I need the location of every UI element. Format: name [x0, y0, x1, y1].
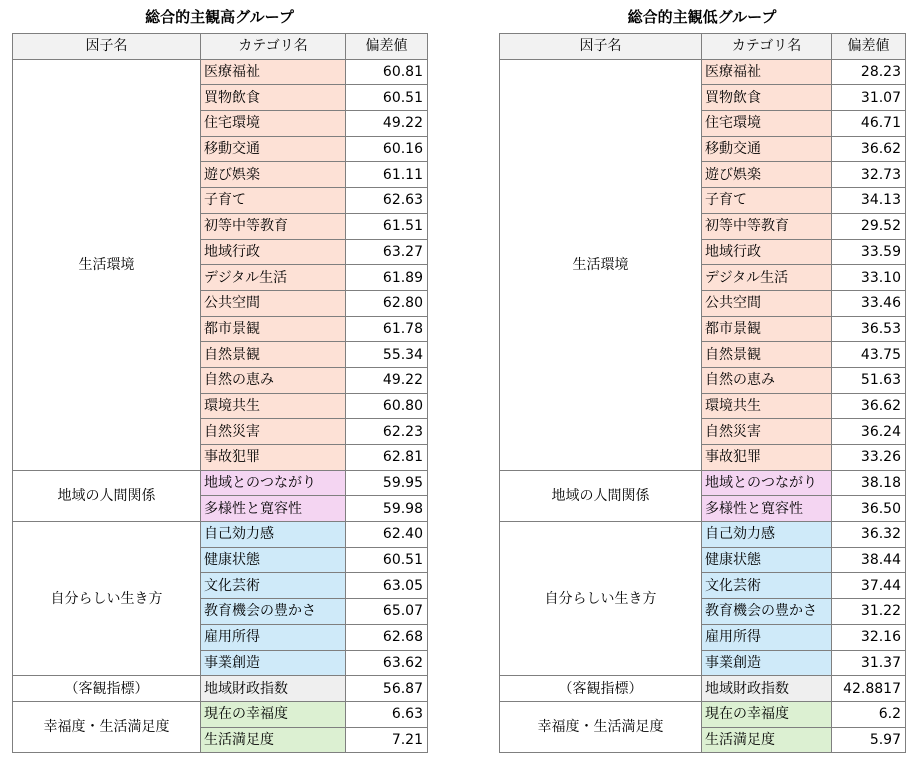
category-cell: 文化芸術: [702, 573, 832, 599]
category-cell: 自然の恵み: [702, 367, 832, 393]
value-cell: 61.78: [346, 316, 428, 342]
value-cell: 62.81: [346, 445, 428, 471]
category-cell: 住宅環境: [201, 111, 346, 137]
category-cell: 自己効力感: [702, 522, 832, 548]
value-cell: 38.18: [832, 470, 906, 496]
value-cell: 60.51: [346, 547, 428, 573]
value-cell: 37.44: [832, 573, 906, 599]
category-cell: 現在の幸福度: [702, 701, 832, 727]
value-cell: 49.22: [346, 367, 428, 393]
category-cell: 地域財政指数: [201, 676, 346, 702]
value-cell: 36.24: [832, 419, 906, 445]
category-cell: 健康状態: [201, 547, 346, 573]
panel-title: 総合的主観低グループ: [627, 8, 777, 26]
table-row: [500, 676, 906, 702]
table-row: [500, 522, 906, 548]
category-cell: 地域とのつながり: [201, 470, 346, 496]
factor-name-cell: （客観指標）: [13, 676, 201, 702]
factor-name-cell: 幸福度・生活満足度: [500, 701, 702, 752]
factor-name-cell: 自分らしい生き方: [500, 522, 702, 676]
value-cell: 46.71: [832, 111, 906, 137]
category-cell: 買物飲食: [201, 85, 346, 111]
table-row: [500, 470, 906, 496]
category-cell: 公共空間: [201, 290, 346, 316]
value-cell: 65.07: [346, 599, 428, 625]
value-cell: 34.13: [832, 188, 906, 214]
category-cell: 遊び娯楽: [201, 162, 346, 188]
category-cell: 多様性と寛容性: [201, 496, 346, 522]
factor-name-cell: （客観指標）: [500, 676, 702, 702]
category-cell: 地域とのつながり: [702, 470, 832, 496]
category-cell: 都市景観: [702, 316, 832, 342]
category-cell: 教育機会の豊かさ: [201, 599, 346, 625]
value-cell: 62.40: [346, 522, 428, 548]
table-row: [13, 59, 428, 85]
value-cell: 36.53: [832, 316, 906, 342]
value-cell: 63.27: [346, 239, 428, 265]
category-cell: 初等中等教育: [201, 213, 346, 239]
category-cell: 自己効力感: [201, 522, 346, 548]
category-cell: 初等中等教育: [702, 213, 832, 239]
value-cell: 31.07: [832, 85, 906, 111]
category-cell: 自然景観: [201, 342, 346, 368]
factor-name-cell: 地域の人間関係: [13, 470, 201, 521]
value-cell: 36.50: [832, 496, 906, 522]
category-cell: 事故犯罪: [702, 445, 832, 471]
value-cell: 62.68: [346, 624, 428, 650]
value-cell: 56.87: [346, 676, 428, 702]
value-cell: 7.21: [346, 727, 428, 753]
factor-name-cell: 地域の人間関係: [500, 470, 702, 521]
category-cell: 移動交通: [201, 136, 346, 162]
value-cell: 33.26: [832, 445, 906, 471]
category-cell: 環境共生: [201, 393, 346, 419]
value-cell: 60.51: [346, 85, 428, 111]
value-cell: 59.95: [346, 470, 428, 496]
value-cell: 62.23: [346, 419, 428, 445]
category-cell: 子育て: [201, 188, 346, 214]
value-cell: 33.10: [832, 265, 906, 291]
category-cell: 雇用所得: [702, 624, 832, 650]
category-cell: デジタル生活: [201, 265, 346, 291]
category-cell: 地域行政: [201, 239, 346, 265]
value-cell: 29.52: [832, 213, 906, 239]
category-cell: 多様性と寛容性: [702, 496, 832, 522]
value-cell: 63.05: [346, 573, 428, 599]
category-header: カテゴリ名: [201, 34, 346, 60]
category-cell: 買物飲食: [702, 85, 832, 111]
factor-name-cell: 自分らしい生き方: [13, 522, 201, 676]
category-cell: 医療福祉: [702, 59, 832, 85]
category-cell: 公共空間: [702, 290, 832, 316]
factor-header: 因子名: [13, 34, 201, 60]
value-cell: 32.16: [832, 624, 906, 650]
factor-name-cell: 生活環境: [13, 59, 201, 470]
category-cell: 生活満足度: [702, 727, 832, 753]
value-cell: 60.80: [346, 393, 428, 419]
value-cell: 33.59: [832, 239, 906, 265]
panel-title: 総合的主観高グループ: [145, 8, 294, 26]
value-cell: 33.46: [832, 290, 906, 316]
value-header: 偏差値: [346, 34, 428, 60]
table-row: [500, 59, 906, 85]
value-cell: 36.62: [832, 136, 906, 162]
value-cell: 51.63: [832, 367, 906, 393]
value-cell: 43.75: [832, 342, 906, 368]
category-cell: 生活満足度: [201, 727, 346, 753]
value-header: 偏差値: [832, 34, 906, 60]
value-cell: 61.11: [346, 162, 428, 188]
factor-name-cell: 生活環境: [500, 59, 702, 470]
value-cell: 59.98: [346, 496, 428, 522]
score-table: [12, 33, 428, 753]
value-cell: 61.89: [346, 265, 428, 291]
category-cell: デジタル生活: [702, 265, 832, 291]
category-cell: 健康状態: [702, 547, 832, 573]
value-cell: 60.81: [346, 59, 428, 85]
table-row: [13, 701, 428, 727]
category-cell: 移動交通: [702, 136, 832, 162]
value-cell: 32.73: [832, 162, 906, 188]
header-row: [13, 34, 428, 60]
value-cell: 63.62: [346, 650, 428, 676]
category-cell: 事業創造: [702, 650, 832, 676]
table-row: [13, 522, 428, 548]
value-cell: 36.32: [832, 522, 906, 548]
category-cell: 環境共生: [702, 393, 832, 419]
table-row: [13, 676, 428, 702]
value-cell: 61.51: [346, 213, 428, 239]
category-cell: 雇用所得: [201, 624, 346, 650]
value-cell: 28.23: [832, 59, 906, 85]
factor-header: 因子名: [500, 34, 702, 60]
value-cell: 42.8817: [832, 676, 906, 702]
value-cell: 5.97: [832, 727, 906, 753]
category-cell: 文化芸術: [201, 573, 346, 599]
category-cell: 地域行政: [702, 239, 832, 265]
value-cell: 36.62: [832, 393, 906, 419]
score-table: [499, 33, 906, 753]
category-header: カテゴリ名: [702, 34, 832, 60]
value-cell: 31.22: [832, 599, 906, 625]
value-cell: 31.37: [832, 650, 906, 676]
category-cell: 地域財政指数: [702, 676, 832, 702]
header-row: [500, 34, 906, 60]
value-cell: 60.16: [346, 136, 428, 162]
category-cell: 自然景観: [702, 342, 832, 368]
category-cell: 住宅環境: [702, 111, 832, 137]
category-cell: 事故犯罪: [201, 445, 346, 471]
category-cell: 医療福祉: [201, 59, 346, 85]
value-cell: 38.44: [832, 547, 906, 573]
category-cell: 現在の幸福度: [201, 701, 346, 727]
value-cell: 55.34: [346, 342, 428, 368]
value-cell: 62.80: [346, 290, 428, 316]
value-cell: 6.2: [832, 701, 906, 727]
category-cell: 自然災害: [201, 419, 346, 445]
table-row: [500, 701, 906, 727]
category-cell: 自然災害: [702, 419, 832, 445]
category-cell: 遊び娯楽: [702, 162, 832, 188]
value-cell: 6.63: [346, 701, 428, 727]
category-cell: 自然の恵み: [201, 367, 346, 393]
category-cell: 都市景観: [201, 316, 346, 342]
category-cell: 子育て: [702, 188, 832, 214]
factor-name-cell: 幸福度・生活満足度: [13, 701, 201, 752]
category-cell: 事業創造: [201, 650, 346, 676]
value-cell: 49.22: [346, 111, 428, 137]
table-row: [13, 470, 428, 496]
value-cell: 62.63: [346, 188, 428, 214]
category-cell: 教育機会の豊かさ: [702, 599, 832, 625]
